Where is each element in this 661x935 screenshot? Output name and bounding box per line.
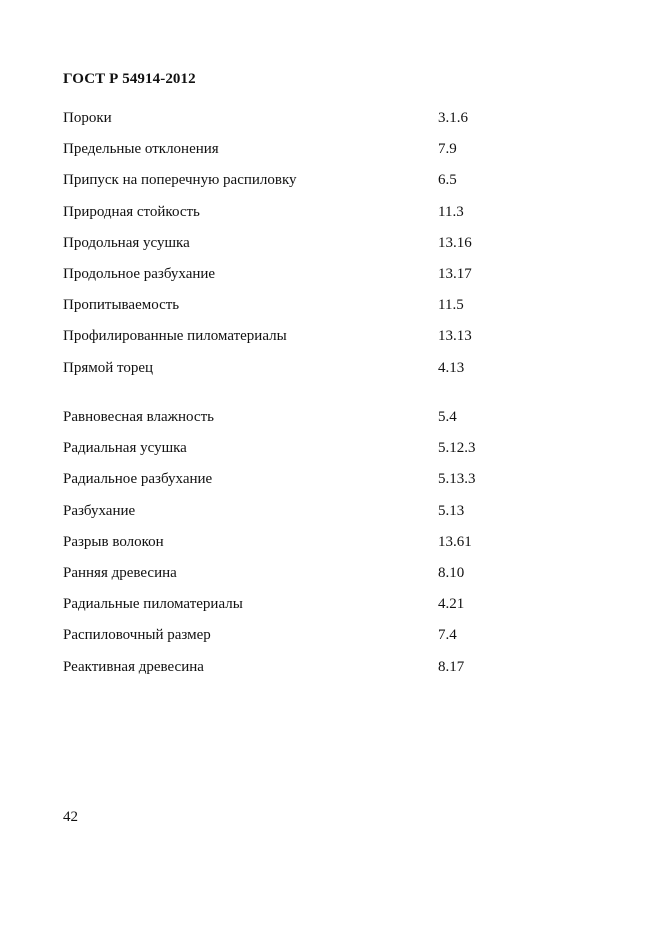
index-row	[63, 327, 623, 358]
index-term: Прямой торец	[63, 359, 154, 376]
index-term: Ранняя древесина	[63, 564, 177, 581]
index-row	[63, 140, 623, 171]
page-number: 42	[63, 809, 78, 825]
index-term: Радиальная усушка	[63, 440, 187, 457]
index-ref: 5.12.3	[438, 440, 476, 457]
index-row	[63, 109, 623, 140]
index-ref: 4.13	[438, 359, 465, 376]
index-term: Продольная усушка	[63, 234, 190, 251]
index-row	[63, 533, 623, 564]
index-group-r	[63, 408, 623, 689]
index-term: Реактивная древесина	[63, 658, 204, 675]
index-row	[63, 408, 623, 439]
index-ref: 7.4	[438, 627, 457, 644]
index-row	[63, 359, 623, 390]
index-term: Продольное разбухание	[63, 265, 216, 282]
index-row	[63, 234, 623, 265]
index-term: Равновесная влажность	[63, 409, 214, 425]
index-term: Радиальное разбухание	[63, 471, 213, 488]
index-row	[63, 296, 623, 327]
index-ref: 4.21	[438, 596, 465, 613]
index-term: Предельные отклонения	[63, 141, 219, 158]
index-row	[63, 265, 623, 296]
index-term: Припуск на поперечную распиловку	[63, 172, 297, 189]
index-row	[63, 203, 623, 234]
index-ref: 5.4	[438, 409, 457, 425]
index-row	[63, 439, 623, 470]
document-title: ГОСТ Р 54914-2012	[63, 71, 196, 87]
index-term: Пороки	[63, 110, 112, 126]
index-ref: 7.9	[438, 141, 457, 158]
index-term: Разбухание	[63, 502, 136, 519]
index-term: Пропитываемость	[63, 297, 180, 314]
index-row	[63, 470, 623, 501]
index-row	[63, 171, 623, 202]
index-term: Профилированные пиломатериалы	[63, 328, 287, 345]
index-row	[63, 658, 623, 689]
index-ref: 8.17	[438, 658, 465, 675]
index-ref: 5.13.3	[438, 471, 476, 488]
index-ref: 11.5	[438, 297, 464, 314]
index-ref: 6.5	[438, 172, 457, 189]
index-term: Радиальные пиломатериалы	[63, 596, 243, 613]
index-term: Распиловочный размер	[63, 627, 211, 644]
index-ref: 11.3	[438, 203, 464, 220]
index-term: Природная стойкость	[63, 203, 200, 220]
index-ref: 13.16	[438, 234, 472, 251]
index-ref: 13.17	[438, 265, 472, 282]
index-group-p	[63, 109, 623, 390]
index-ref: 13.13	[438, 328, 472, 345]
index-ref: 13.61	[438, 533, 472, 550]
index-term: Разрыв волокон	[63, 533, 164, 550]
index-ref: 8.10	[438, 564, 465, 581]
index-row	[63, 595, 623, 626]
index-row	[63, 564, 623, 595]
index-ref: 3.1.6	[438, 110, 468, 126]
index-row	[63, 626, 623, 657]
index-ref: 5.13	[438, 502, 465, 519]
index-row	[63, 502, 623, 533]
